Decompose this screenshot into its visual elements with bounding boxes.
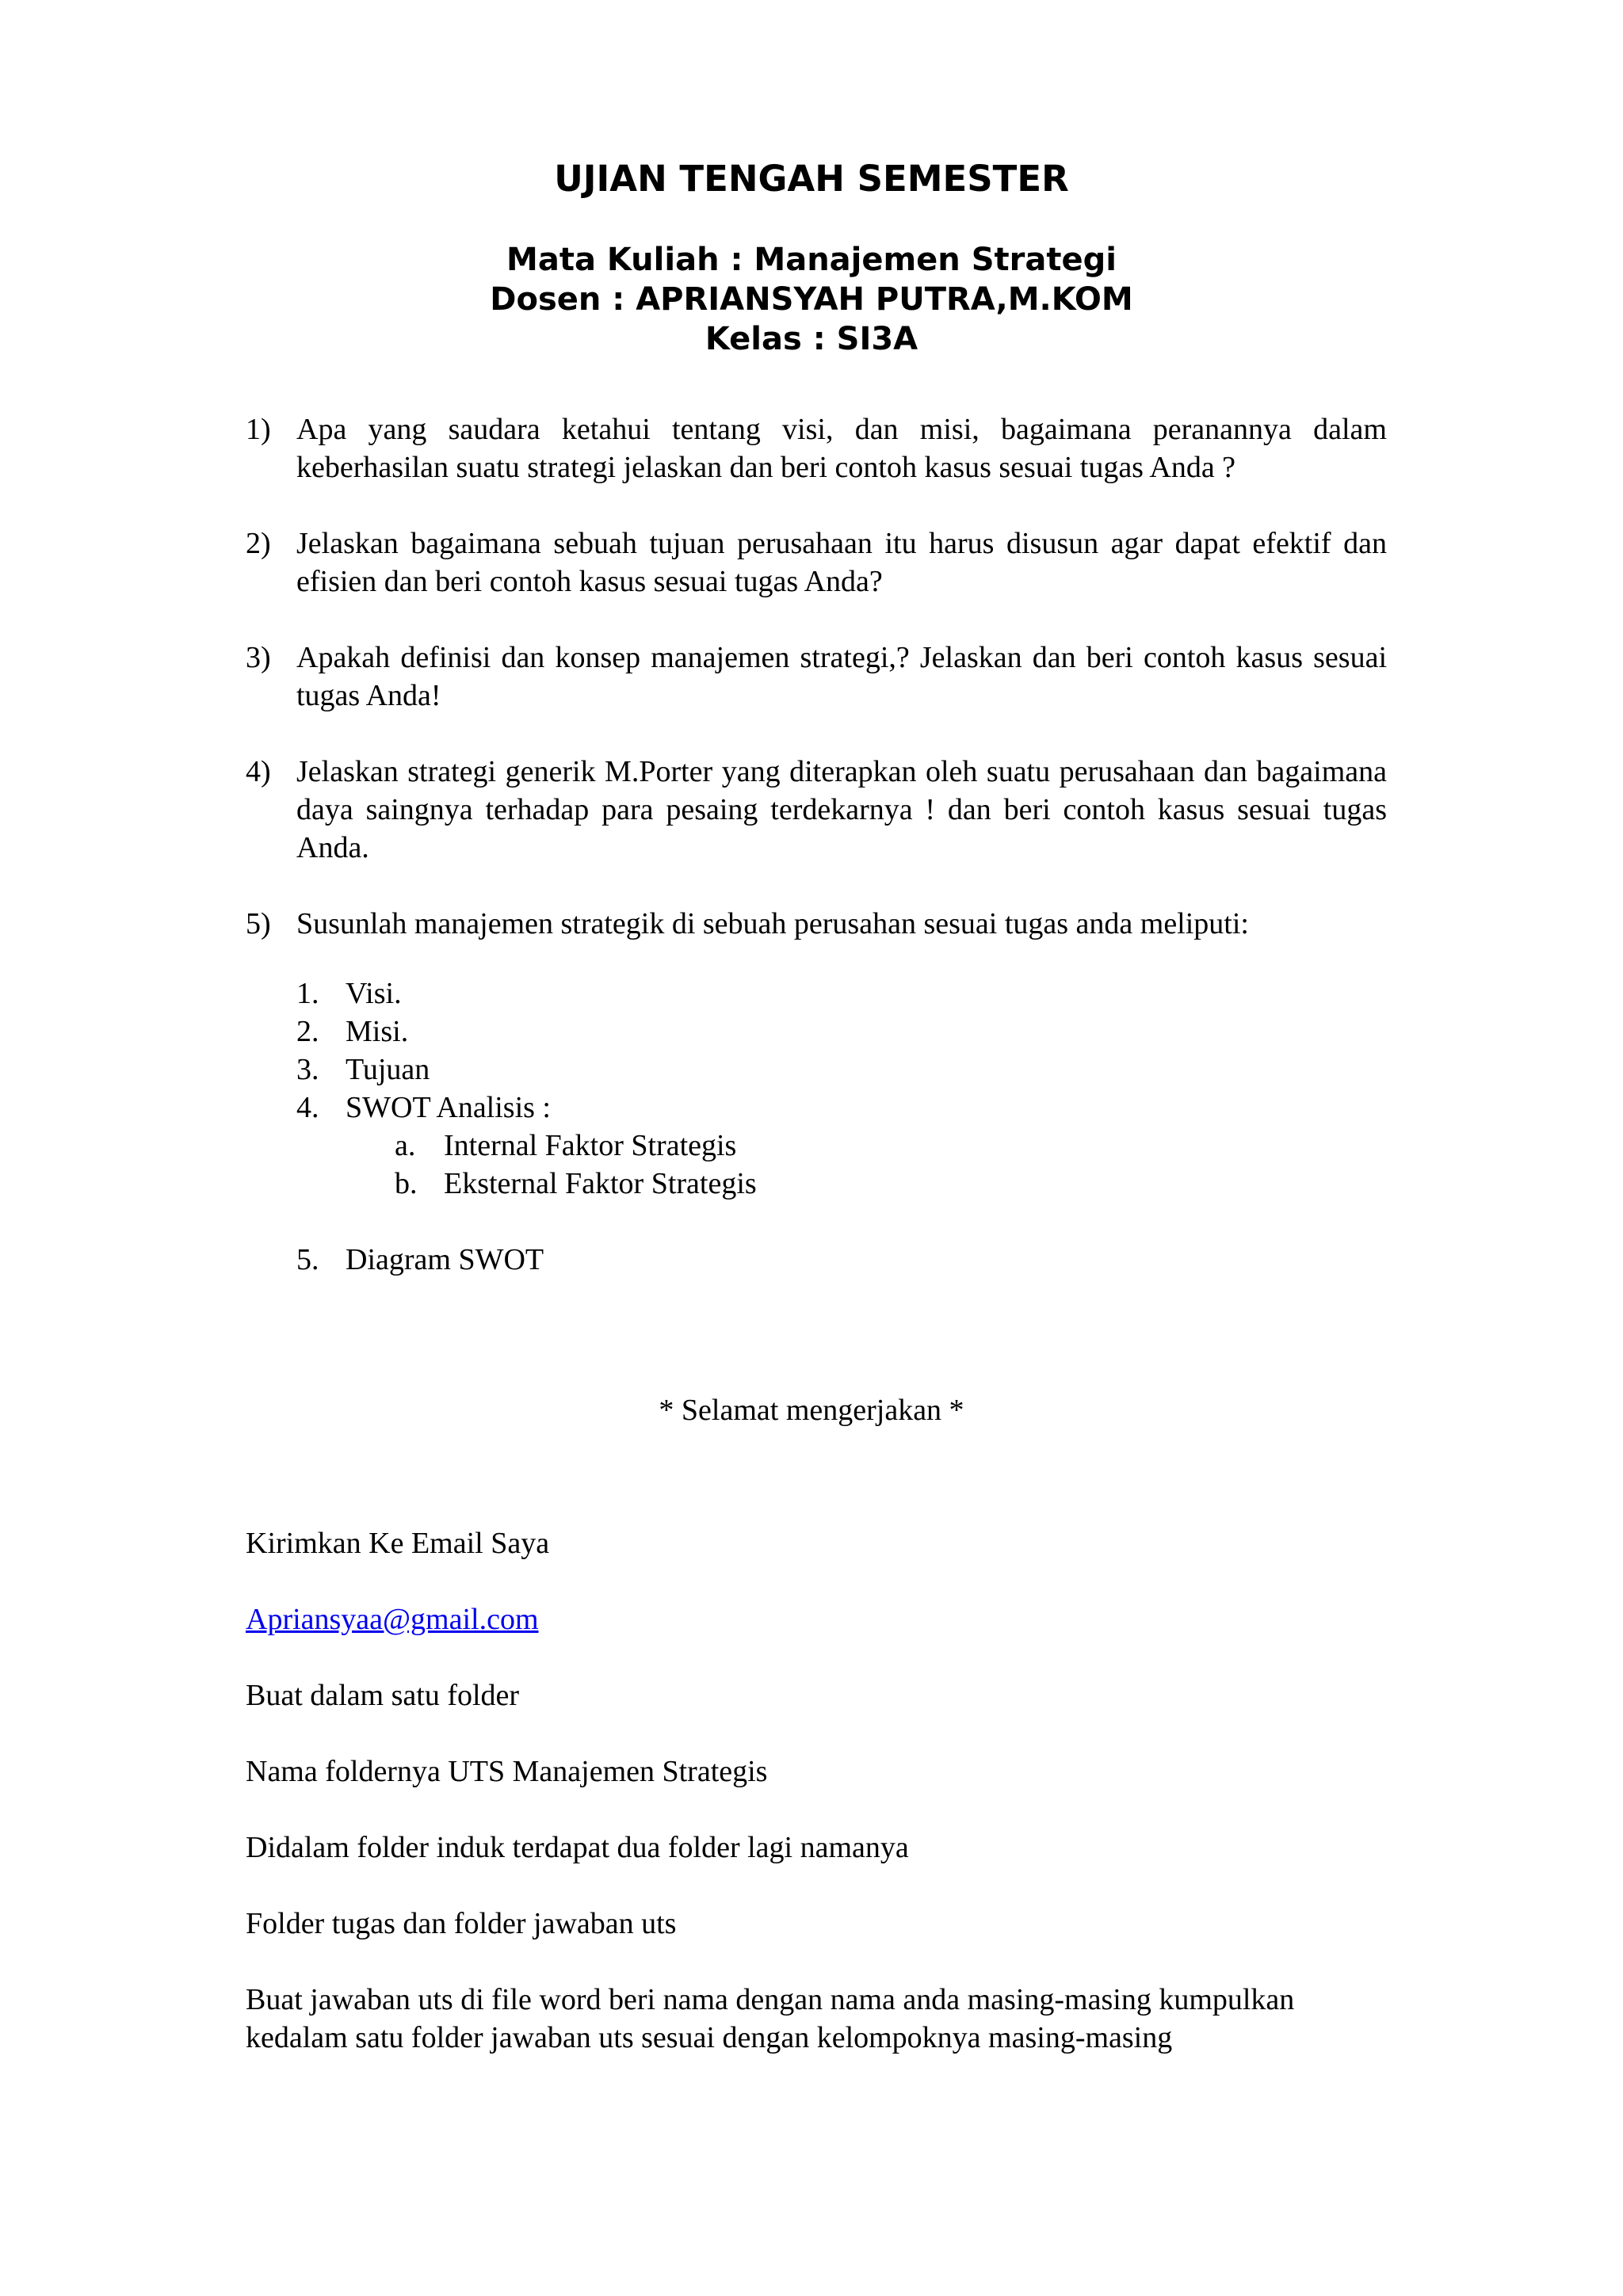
question-text: Apakah definisi dan konsep manajemen strategi,? Jelaskan dan beri contoh kasus sesuai tugas Anda! [296,641,1387,712]
list-item [395,1165,757,1203]
list-item-text: Misi. [346,1015,409,1048]
question-list [246,410,1387,981]
question-text: Apa yang saudara ketahui tentang visi, dan misi, bagaimana peranannya dalam keberhasilan suatu strategi jelaskan dan beri contoh kasus sesuai tugas Anda ? [296,413,1387,484]
question-item [246,410,1387,486]
list-item-number: 3. [296,1053,319,1086]
list-item-letter: b. [395,1167,418,1200]
subfolder-names-line: Folder tugas dan folder jawaban uts [246,1907,677,1940]
list-item [395,1127,757,1165]
exam-title: UJIAN TENGAH SEMESTER [554,158,1069,200]
list-item-text: Eksternal Faktor Strategis [444,1167,757,1200]
question-number: 3) [246,641,271,674]
list-item-text: Internal Faktor Strategis [444,1129,737,1162]
submission-instructions [246,1524,1387,2095]
list-item-text: Tujuan [346,1053,430,1086]
list-item-number: 4. [296,1091,319,1124]
question-number: 2) [246,527,271,560]
question-number: 5) [246,907,271,940]
question-text: Jelaskan bagaimana sebuah tujuan perusahaan itu harus disusun agar dapat efektif dan efisien dan beri contoh kasus sesuai tugas Anda? [296,527,1387,598]
list-item-number: 1. [296,977,319,1010]
send-line: Kirimkan Ke Email Saya [246,1527,550,1560]
subfolder-line: Didalam folder induk terdapat dua folder lagi namanya [246,1831,909,1864]
list-item-text: SWOT Analisis : [346,1091,551,1124]
email-link[interactable]: Apriansyaa@gmail.com [246,1603,539,1636]
list-item [296,1013,757,1051]
list-item-number: 2. [296,1015,319,1048]
answer-line: Buat jawaban uts di file word beri nama dengan nama anda masing-masing kumpulkan kedalam satu folder jawaban uts sesuai dengan kelompoknya masing-masing [246,1983,1295,2054]
closing-message: * Selamat mengerjakan * [659,1394,964,1427]
list-item-number: 5. [296,1243,319,1276]
course-line: Mata Kuliah : Manajemen Strategi [506,242,1117,278]
list-item [296,1089,757,1127]
list-item-letter: a. [395,1129,416,1162]
question-text: Susunlah manajemen strategik di sebuah perusahan sesuai tugas anda meliputi: [296,907,1249,940]
strategy-sublist [296,974,757,1279]
list-item [296,1051,757,1089]
question-number: 4) [246,755,271,788]
folder-line: Buat dalam satu folder [246,1679,520,1712]
lecturer-line: Dosen : APRIANSYAH PUTRA,M.KOM [490,281,1133,318]
list-item [296,1241,757,1279]
class-line: Kelas : SI3A [705,321,918,357]
email-paragraph [246,1600,1387,1638]
question-item [246,905,1387,943]
list-spacer [296,1203,757,1241]
swot-sublist [395,1127,757,1203]
question-item [246,524,1387,601]
question-number: 1) [246,413,271,446]
question-item [246,639,1387,715]
exam-header-info [0,240,1623,359]
list-item-text: Diagram SWOT [346,1243,544,1276]
question-item [246,753,1387,867]
list-item [296,974,757,1013]
list-item-text: Visi. [346,977,402,1010]
question-text: Jelaskan strategi generik M.Porter yang diterapkan oleh suatu perusahaan dan bagaimana daya saingnya terhadap para pesaing terdekarnya ! dan beri contoh kasus sesuai tugas Anda. [296,755,1387,864]
folder-name-line: Nama foldernya UTS Manajemen Strategis [246,1755,768,1788]
